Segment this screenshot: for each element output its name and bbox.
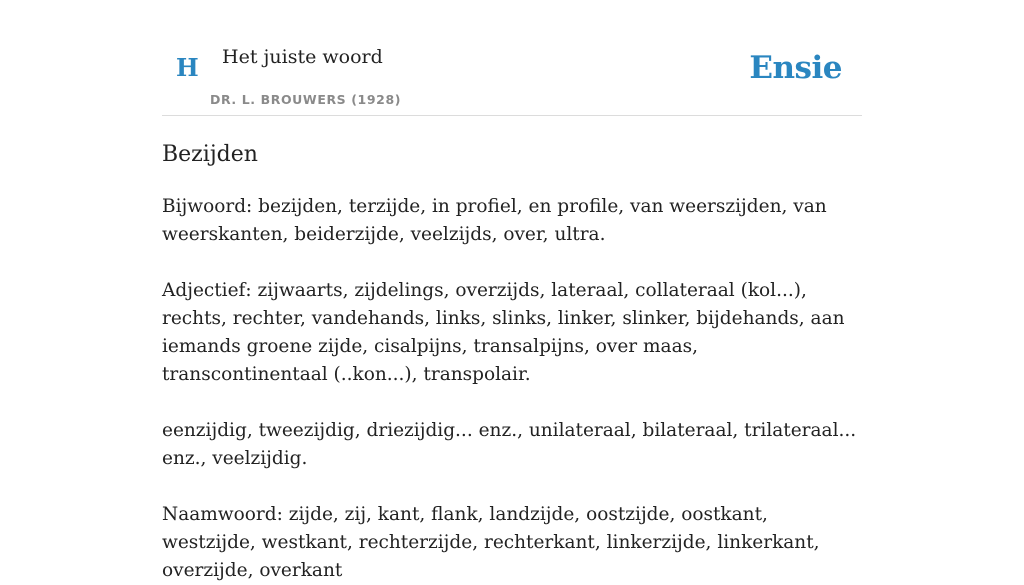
book-author: DR. L. BROUWERS (1928) xyxy=(210,92,402,107)
book-title[interactable]: Het juiste woord xyxy=(222,46,383,68)
entry-paragraph-naamwoord: Naamwoord: zijde, zij, kant, flank, landzijde, oostzijde, oostkant, westzijde, westkant, rechterzijde, rechterkant, linkerzijde, linkerkant, overzijde, overkant xyxy=(162,504,820,581)
book-logo-link[interactable]: H xyxy=(176,53,199,82)
entry-paragraph-adjectief: Adjectief: zijwaarts, zijdelings, overzijds, lateraal, collateraal (kol...), rechts, rechter, vandehands, links, slinks, linker, slinker, bijdehands, aan iemands groene zijde, cisalpijns, transalpijns, over maas, transcontinentaal (..kon...), transpolair. xyxy=(162,280,845,385)
entry-paragraph-bijwoord: Bijwoord: bezijden, terzijde, in profiel, en profile, van weerszijden, van weerskanten, beiderzijde, veelzijds, over, ultra. xyxy=(162,196,827,245)
book-header xyxy=(162,44,862,116)
ensie-brand-logo[interactable]: Ensie xyxy=(749,50,842,86)
page xyxy=(162,0,862,585)
entry-title: Bezijden xyxy=(162,142,258,167)
entry-paragraph-zijdig: eenzijdig, tweezijdig, driezijdig... enz., unilateraal, bilateraal, trilateraal... enz., veelzijdig. xyxy=(162,420,857,469)
entry-body xyxy=(162,193,862,585)
